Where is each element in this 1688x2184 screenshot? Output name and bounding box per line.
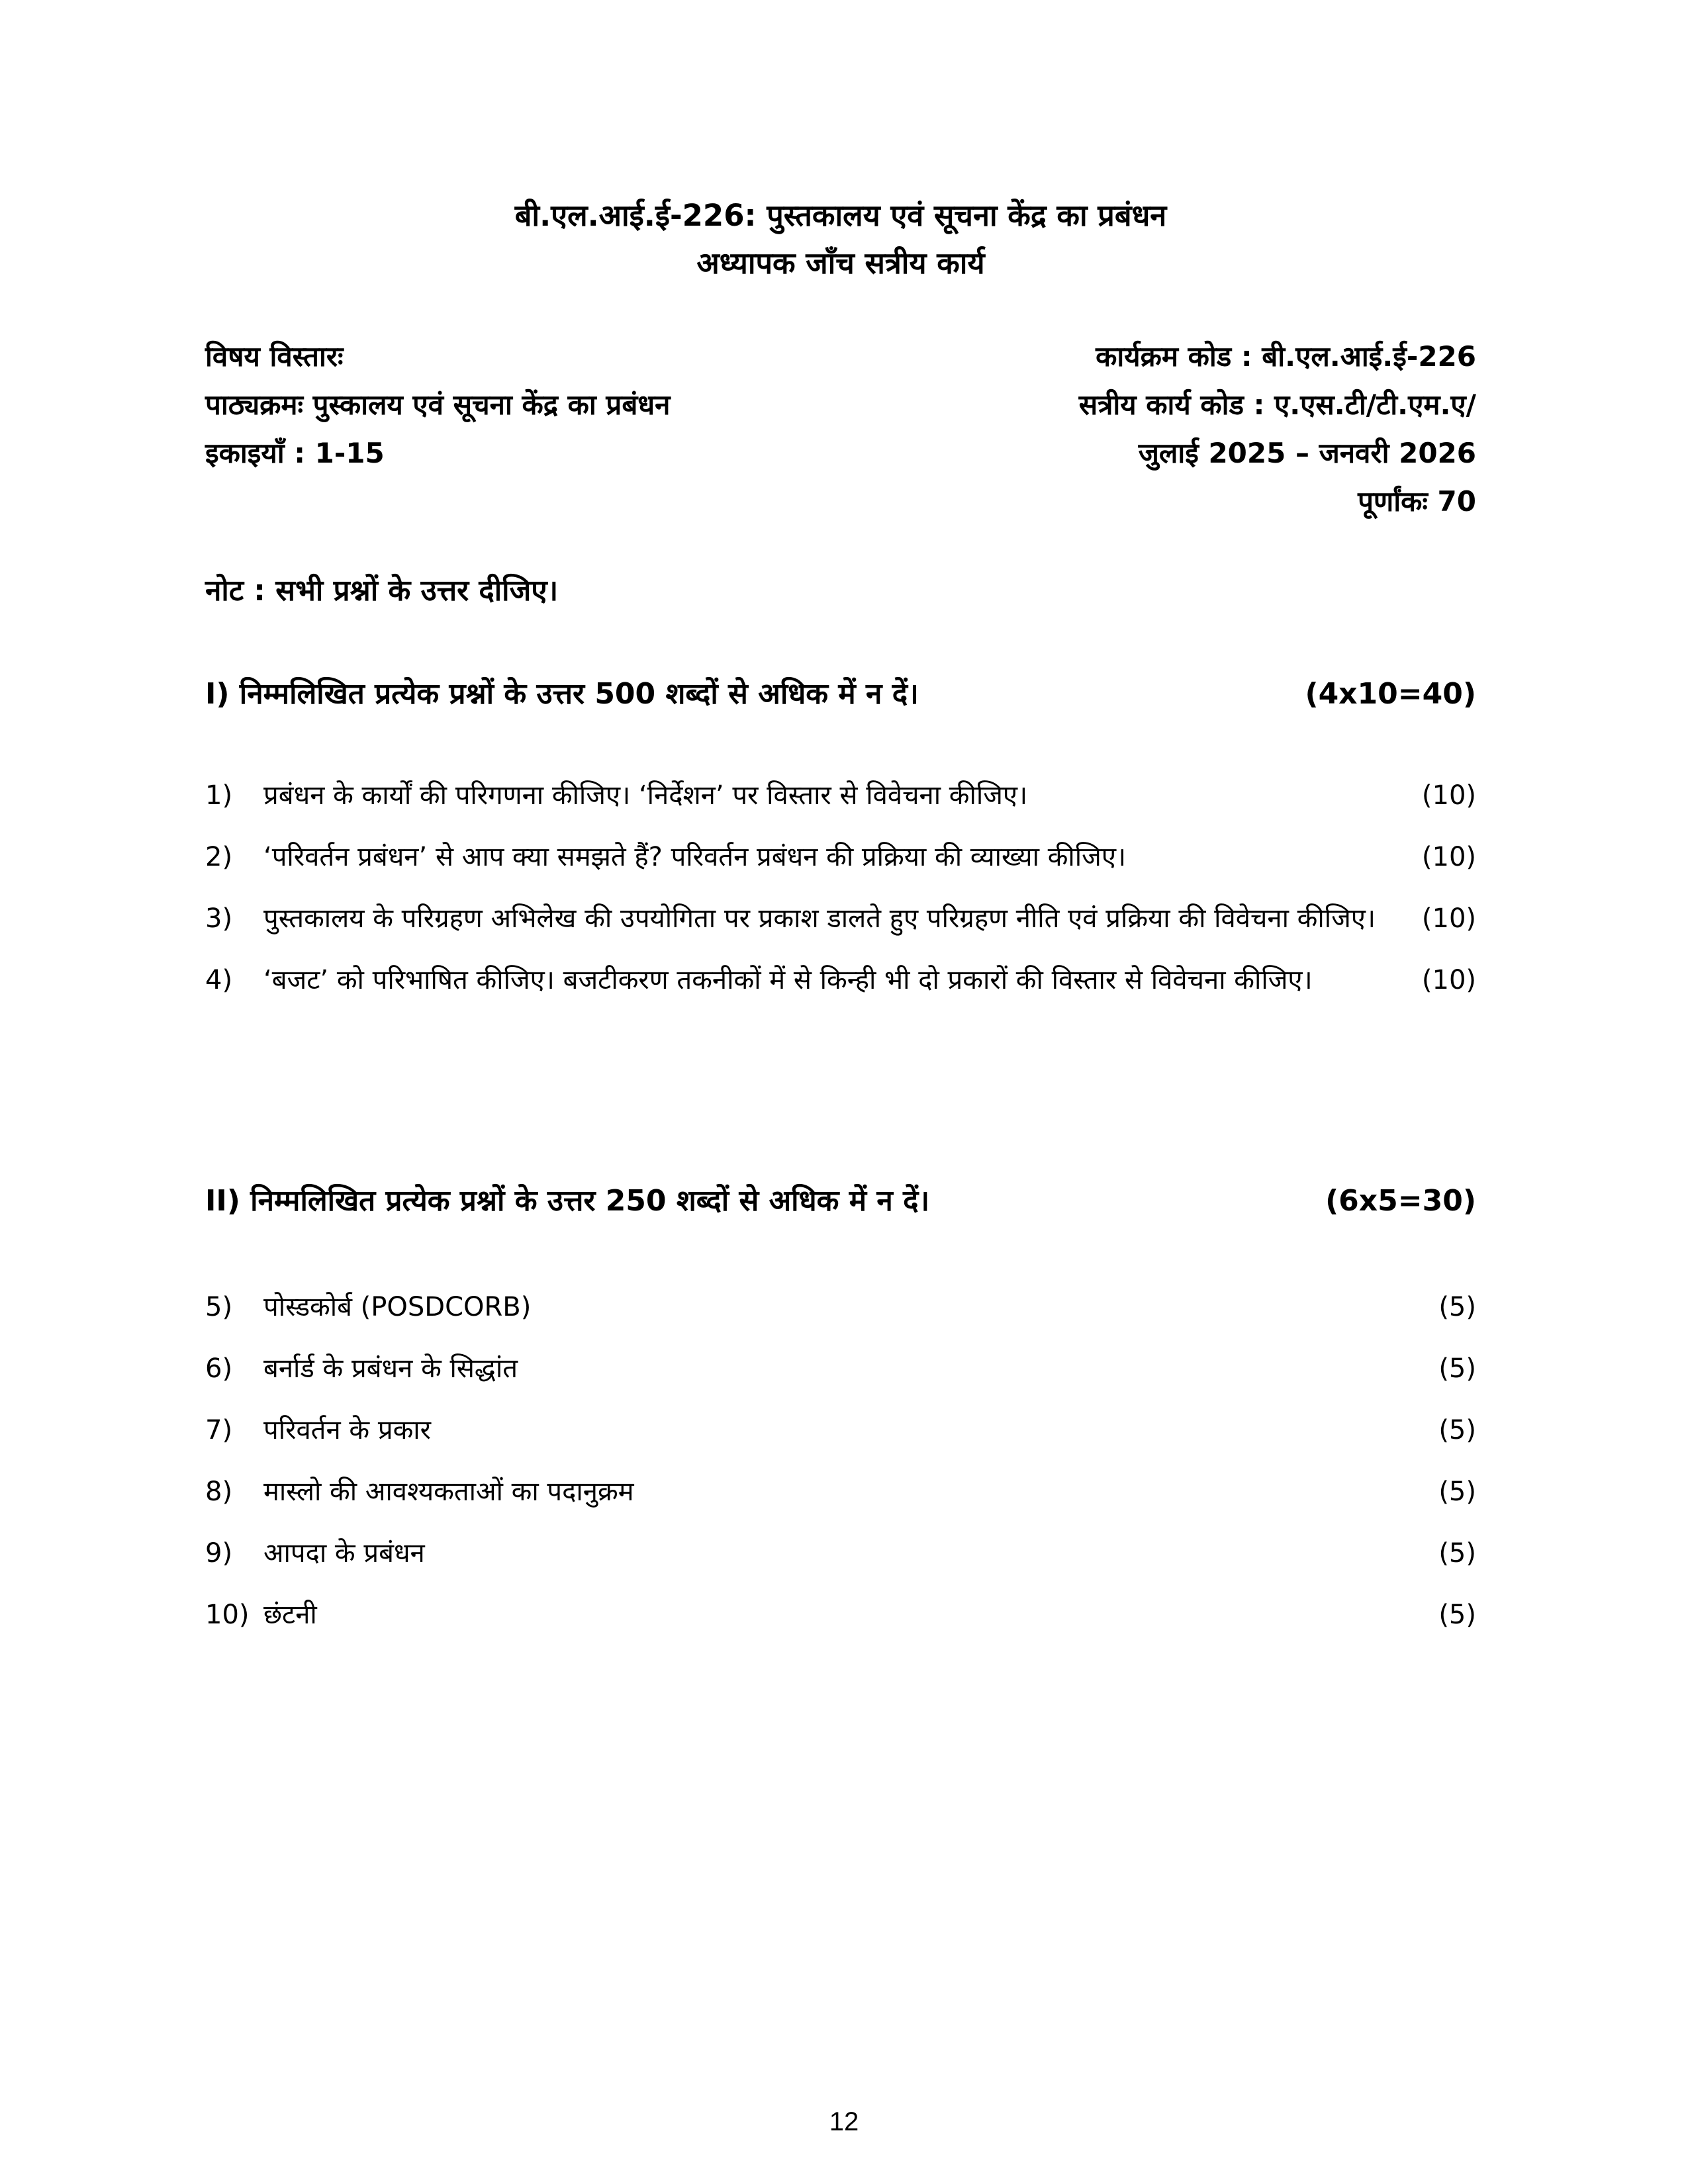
section-2-questions	[205, 1277, 1476, 1646]
question-text: परिवर्तन के प्रकार	[263, 1415, 432, 1445]
question-number: 5)	[205, 1292, 233, 1322]
question-text: बर्नार्ड के प्रबंधन के सिद्धांत	[263, 1353, 518, 1384]
question-row	[205, 888, 1476, 950]
question-marks: (5)	[1438, 1292, 1476, 1322]
question-row	[205, 1584, 1476, 1646]
title-line-1: बी.एल.आई.ई-226: पुस्तकालय एवं सूचना केंद्र का प्रबंधन	[514, 198, 1167, 233]
question-number: 3)	[205, 903, 233, 934]
question-number: 10)	[205, 1600, 250, 1630]
assignment-code: सत्रीय कार्य कोड : ए.एस.टी/टी.एम.ए/	[1078, 388, 1476, 421]
question-text: ‘परिवर्तन प्रबंधन’ से आप क्या समझते हैं? परिवर्तन प्रबंधन की प्रक्रिया की व्याख्या कीजिए।	[263, 842, 1127, 872]
question-text: पुस्तकालय के परिग्रहण अभिलेख की उपयोगिता पर प्रकाश डालते हुए परिग्रहण नीति एवं प्रक्रिया की विवेचना कीजिए।	[263, 903, 1376, 934]
document-title	[205, 192, 1476, 287]
question-row	[205, 1338, 1476, 1400]
question-marks: (10)	[1421, 842, 1476, 872]
question-row	[205, 765, 1476, 827]
section-1-heading-text: I) निम्मलिखित प्रत्येक प्रश्नों के उत्तर 500 शब्दों से अधिक में न दें।	[205, 677, 919, 711]
question-number: 1)	[205, 780, 233, 811]
programme-code: कार्यक्रम कोड : बी.एल.आई.ई-226	[1096, 340, 1476, 373]
section-2-heading-text: II) निम्मलिखित प्रत्येक प्रश्नों के उत्तर 250 शब्दों से अधिक में न दें।	[205, 1184, 930, 1218]
question-number: 6)	[205, 1353, 233, 1384]
question-number: 8)	[205, 1477, 233, 1507]
question-row	[205, 1523, 1476, 1584]
question-marks: (5)	[1438, 1600, 1476, 1630]
question-marks: (5)	[1438, 1353, 1476, 1384]
question-marks: (10)	[1421, 903, 1476, 934]
question-text: छंटनी	[263, 1600, 317, 1630]
question-number: 9)	[205, 1538, 233, 1569]
section-1-questions	[205, 765, 1476, 1011]
question-row	[205, 827, 1476, 888]
max-marks: पूर्णांकः 70	[1358, 485, 1476, 518]
section-2-marks: (6x5=30)	[1325, 1184, 1476, 1218]
question-marks: (10)	[1421, 780, 1476, 811]
question-row	[205, 1277, 1476, 1338]
question-text: मास्लो की आवश्यकताओं का पदानुक्रम	[263, 1477, 634, 1507]
question-text: आपदा के प्रबंधन	[263, 1538, 425, 1569]
question-number: 4)	[205, 965, 233, 995]
page-number: 12	[829, 2107, 859, 2136]
section-2-heading	[205, 1181, 1476, 1222]
info-right-column	[205, 332, 1476, 525]
question-row	[205, 1461, 1476, 1523]
question-number: 7)	[205, 1415, 233, 1445]
question-number: 2)	[205, 842, 233, 872]
question-text: पोस्डकोर्ब (POSDCORB)	[263, 1292, 532, 1322]
question-text: ‘बजट’ को परिभाषित कीजिए। बजटीकरण तकनीकों में से किन्ही भी दो प्रकारों की विस्तार से विवेचना कीजिए।	[263, 965, 1313, 995]
course-label: पाठ्यक्रमः पुस्कालय एवं सूचना केंद्र का प्रबंधन	[205, 388, 671, 421]
section-1-heading	[205, 674, 1476, 715]
session-dates: जुलाई 2025 – जनवरी 2026	[1138, 437, 1476, 469]
question-text: प्रबंधन के कार्यों की परिगणना कीजिए। ‘निर्देशन’ पर विस्तार से विवेचना कीजिए।	[263, 780, 1028, 811]
question-marks: (5)	[1438, 1477, 1476, 1507]
question-row	[205, 1400, 1476, 1461]
question-row	[205, 950, 1476, 1011]
title-line-2: अध्यापक जाँच सत्रीय कार्य	[696, 246, 985, 281]
units-label: इकाइयाँ : 1-15	[205, 437, 385, 469]
question-marks: (5)	[1438, 1538, 1476, 1569]
subject-coverage-label: विषय विस्तारः	[205, 340, 344, 373]
question-marks: (10)	[1421, 965, 1476, 995]
note-line: नोट : सभी प्रश्नों के उत्तर दीजिए।	[205, 574, 559, 608]
section-1-marks: (4x10=40)	[1305, 677, 1476, 711]
question-marks: (5)	[1438, 1415, 1476, 1445]
